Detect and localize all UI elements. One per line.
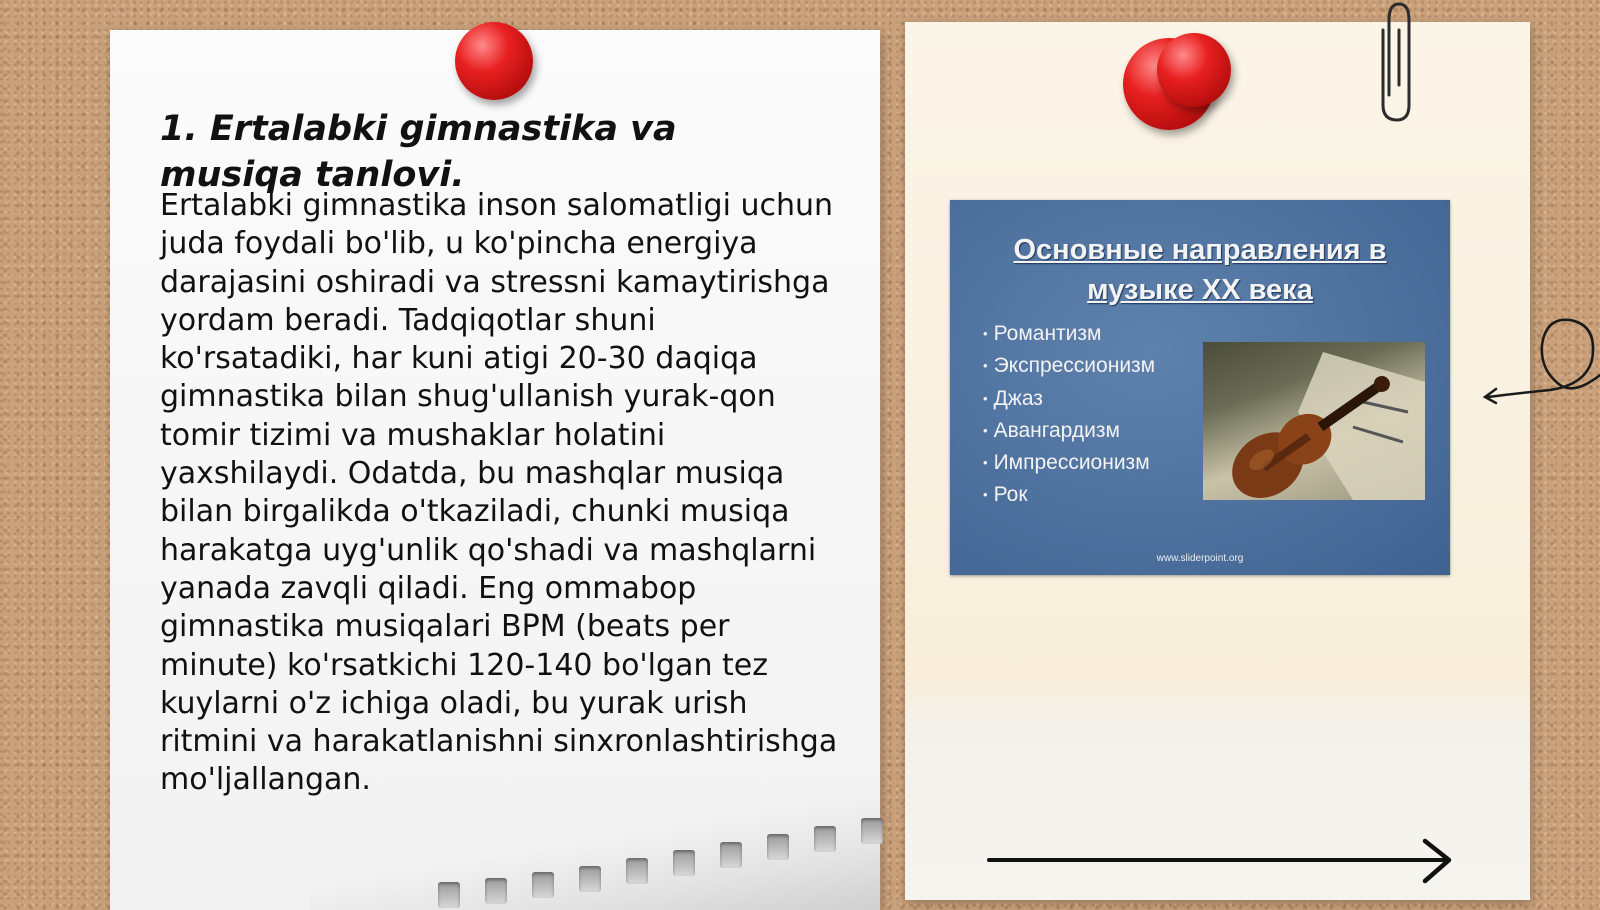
slide-list-item-label: Импрессионизм — [993, 451, 1150, 475]
slide-footer-url: www.sliderpoint.org — [1156, 553, 1244, 564]
left-paper-note — [110, 30, 880, 910]
push-pin-icon — [455, 22, 533, 100]
notebook-hole — [626, 858, 648, 884]
violin-photo — [1203, 342, 1425, 500]
slide-list-item — [983, 318, 1155, 350]
paperclip-icon — [1375, 0, 1419, 125]
notebook-hole — [579, 866, 601, 892]
slide-image — [950, 200, 1450, 575]
slide-list-item-label: Джаз — [993, 386, 1043, 410]
notebook-hole — [532, 872, 554, 898]
notebook-hole — [438, 882, 460, 908]
slide-title: Основные направления в музыке XX века — [1013, 234, 1387, 306]
slide-list-item — [983, 350, 1155, 382]
violin-icon — [1203, 342, 1425, 500]
slide-list-item-label: Авангардизм — [993, 418, 1120, 442]
notebook-hole — [861, 818, 883, 844]
notebook-hole — [673, 850, 695, 876]
slide-list-item — [983, 447, 1155, 479]
notebook-hole — [767, 834, 789, 860]
slide-list-item-label: Экспрессионизм — [993, 354, 1156, 378]
slide-list-item — [983, 383, 1155, 415]
bullet-icon: • — [983, 422, 988, 438]
slide-list-item-label: Романтизм — [993, 322, 1102, 345]
right-arrow-icon — [985, 835, 1455, 885]
bullet-icon: • — [983, 326, 988, 341]
swirl-arrow-icon — [1480, 315, 1600, 415]
note-heading: 1. Ertalabki gimnastika va musiqa tanlovi. — [160, 109, 677, 195]
slide-list-item — [983, 479, 1155, 511]
bullet-icon: • — [983, 358, 988, 374]
slide-list-item — [983, 415, 1155, 447]
notebook-hole — [485, 878, 507, 904]
slide-list-item-label: Рок — [993, 483, 1028, 507]
bullet-icon: • — [983, 487, 988, 503]
notebook-hole — [720, 842, 742, 868]
push-pin-icon — [1157, 33, 1231, 107]
note-body-text: Ertalabki gimnastika inson salomatligi uchun juda foydali bo'lib, u ko'pincha energiya darajasini oshiradi va stressni kamaytirishga yordam beradi. Tadqiqotlar shuni ko'rsatadiki, har kuni atigi 20-30 daqiqa gimnastika bilan shug'ullanish yurak-qon tomir tizimi va mushaklar holatini yaxshilaydi. Odatda, bu mashqlar musiqa bilan birgalikda o'tkaziladi, chunki musiqa harakatga uyg'unlik qo'shadi va mashqlarni yanada zavqli qiladi. Eng ommabop gimnastika musiqalari BPM (beats per minute) ko'rsatkichi 120-140 bo'lgan tez kuylarni o'z ichiga oladi, bu yurak urish ritmini va harakatlanishni sinxronlashtirishga mo'ljallangan. — [160, 188, 838, 798]
bullet-icon: • — [983, 455, 988, 471]
slide-bullet-list — [983, 318, 1155, 512]
bullet-icon: • — [983, 390, 988, 406]
notebook-hole — [814, 826, 836, 852]
